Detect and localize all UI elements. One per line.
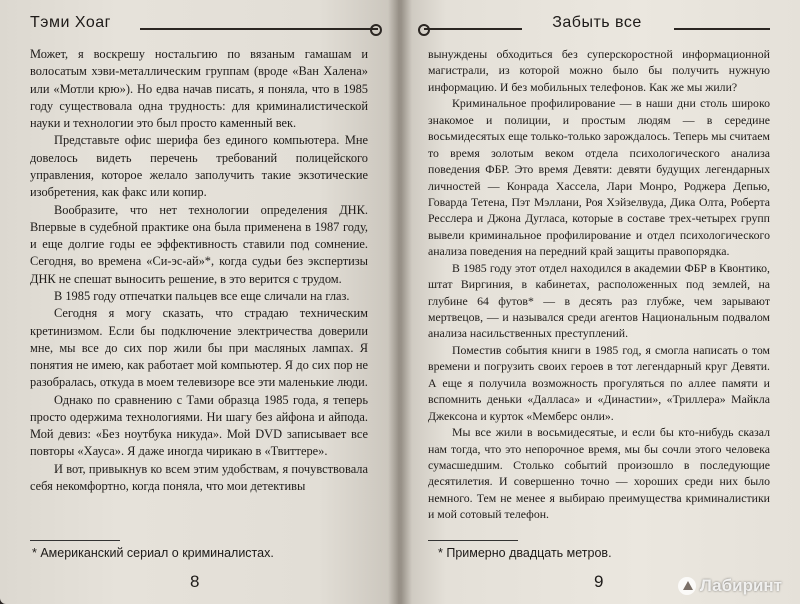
paragraph: И вот, привыкнув ко всем этим удобствам, я почувствовала себя некомфортно, когда поняла, что мои детективы (30, 461, 368, 494)
page-number: 8 (190, 572, 200, 591)
watermark-text: Лабиринт (699, 576, 782, 595)
paragraph: Мы все жили в восьмидесятые, и если бы кто-нибудь сказал нам тогда, что это непорочное время, мы бы сочли этого человека сумасшедшим. Столько событий произошло в последующие десятилетия. И совершенно точно — хороших среди них было немного. Тем не менее я выбираю преимущества криминалистики и мой сотовый телефон. (428, 425, 770, 522)
labirint-logo-icon (678, 577, 696, 595)
paragraph: Криминальное профилирование — в наши дни столь широко знакомое и полиции, и простым людям — в середине восьмидесятых еще только-только зарождалось. Теперь мы считаем то время золотым веком отдела психологического анализа поведения ФБР. Это время Девяти: девяти будущих легендарных личностей — Конрада Хассела, Лари Монро, Роджера Депью, Говарда Тетена, Пэт Мэллани, Роя Хэйзелвуда, Дика Олта, Роберта Ресслера и Джона Дугласа, которые в составе трех-четырех групп вывели криминальное профилирование и отдел психологического анализа поведения на передний край защиты правопорядка. (428, 96, 770, 259)
paragraph: вынуждены обходиться без суперскоростной информационной магистрали, из которой можно было бы получить нужную информацию. И без мобильных телефонов. Как же мы жили? (428, 47, 770, 94)
paragraph: Однако по сравнению с Тами образца 1985 года, я теперь просто одержима технологиями. Ни шагу без айфона и айпода. Мой девиз: «Без ноутбука никуда». Мой DVD записывает все повторы «Хауса». Я даже иногда чирикаю в «Твиттере». (30, 392, 368, 459)
left-body-text (30, 46, 368, 495)
paragraph: Вообразите, что нет технологии определения ДНК. Впервые в судебной практике она была применена в 1987 году, и еще долгие годы ее эффективность ставили под сомнение. Сегодня, во времена «Си-эс-ай»*, когда судьи без экспертизы ДНК не спешат выносить решение, в это верится с трудом. (30, 202, 368, 286)
paragraph: Может, я воскрешу ностальгию по вязаным гамашам и волосатым хэви-металлическим группам (вроде «Ван Халена» или «Мотли крю»). Но едва начав писать, я поняла, что в 1985 году существовала одна трудность: для криминалистической науки и технологии это был просто каменный век. (30, 47, 368, 131)
footnote: * Примерно двадцать метров. (438, 546, 612, 560)
paragraph: Поместив события книги в 1985 год, я смогла написать о том времени и погрузить своих героев в тот легендарный круг Девяти. А еще я получила возможность прогуляться по аллее памяти и вспомнить деньки «Далласа» и «Династии», «Триллера» Майкла Джексона и курток «Мемберс онли». (428, 342, 770, 423)
left-page (0, 0, 398, 604)
right-body-text (428, 46, 770, 523)
running-header-title: Забыть все (552, 14, 642, 31)
footnote-rule (30, 540, 120, 541)
paragraph: В 1985 году этот отдел находился в академии ФБР в Квонтико, штат Виргиния, в кабинетах, расположенных под землей, на глубине 64 футов* — в десять раз глубже, чем зарывают мертвецов, — и назывался среди агентов Национальным подвалом анализа насильственных преступлений. (428, 260, 770, 341)
header-rule (674, 28, 770, 30)
footnote: * Американский сериал о криминалистах. (32, 546, 274, 560)
right-page (398, 0, 800, 604)
page-number: 9 (594, 572, 604, 591)
header-rule (140, 28, 378, 30)
running-header-author: Тэми Хоаг (30, 14, 111, 31)
watermark-logo (678, 576, 782, 596)
paragraph: Представьте офис шерифа без единого компьютера. Мне довелось видеть перечень требований полицейского управления, которое желало заполучить такие экзотические изобретения, как факс или копир. (30, 133, 368, 200)
paragraph: В 1985 году отпечатки пальцев все еще сличали на глаз. (54, 288, 350, 303)
footnote-rule (428, 540, 518, 541)
paragraph: Сегодня я могу сказать, что страдаю техническим кретинизмом. Если бы подключение электричества доверили мне, мы все до сих пор жили бы при масляных лампах. Я понятия не имею, как работает мой компьютер. Я до сих пор не разобралась, откуда в моем телевизоре все эти маленькие люди. (30, 306, 368, 390)
